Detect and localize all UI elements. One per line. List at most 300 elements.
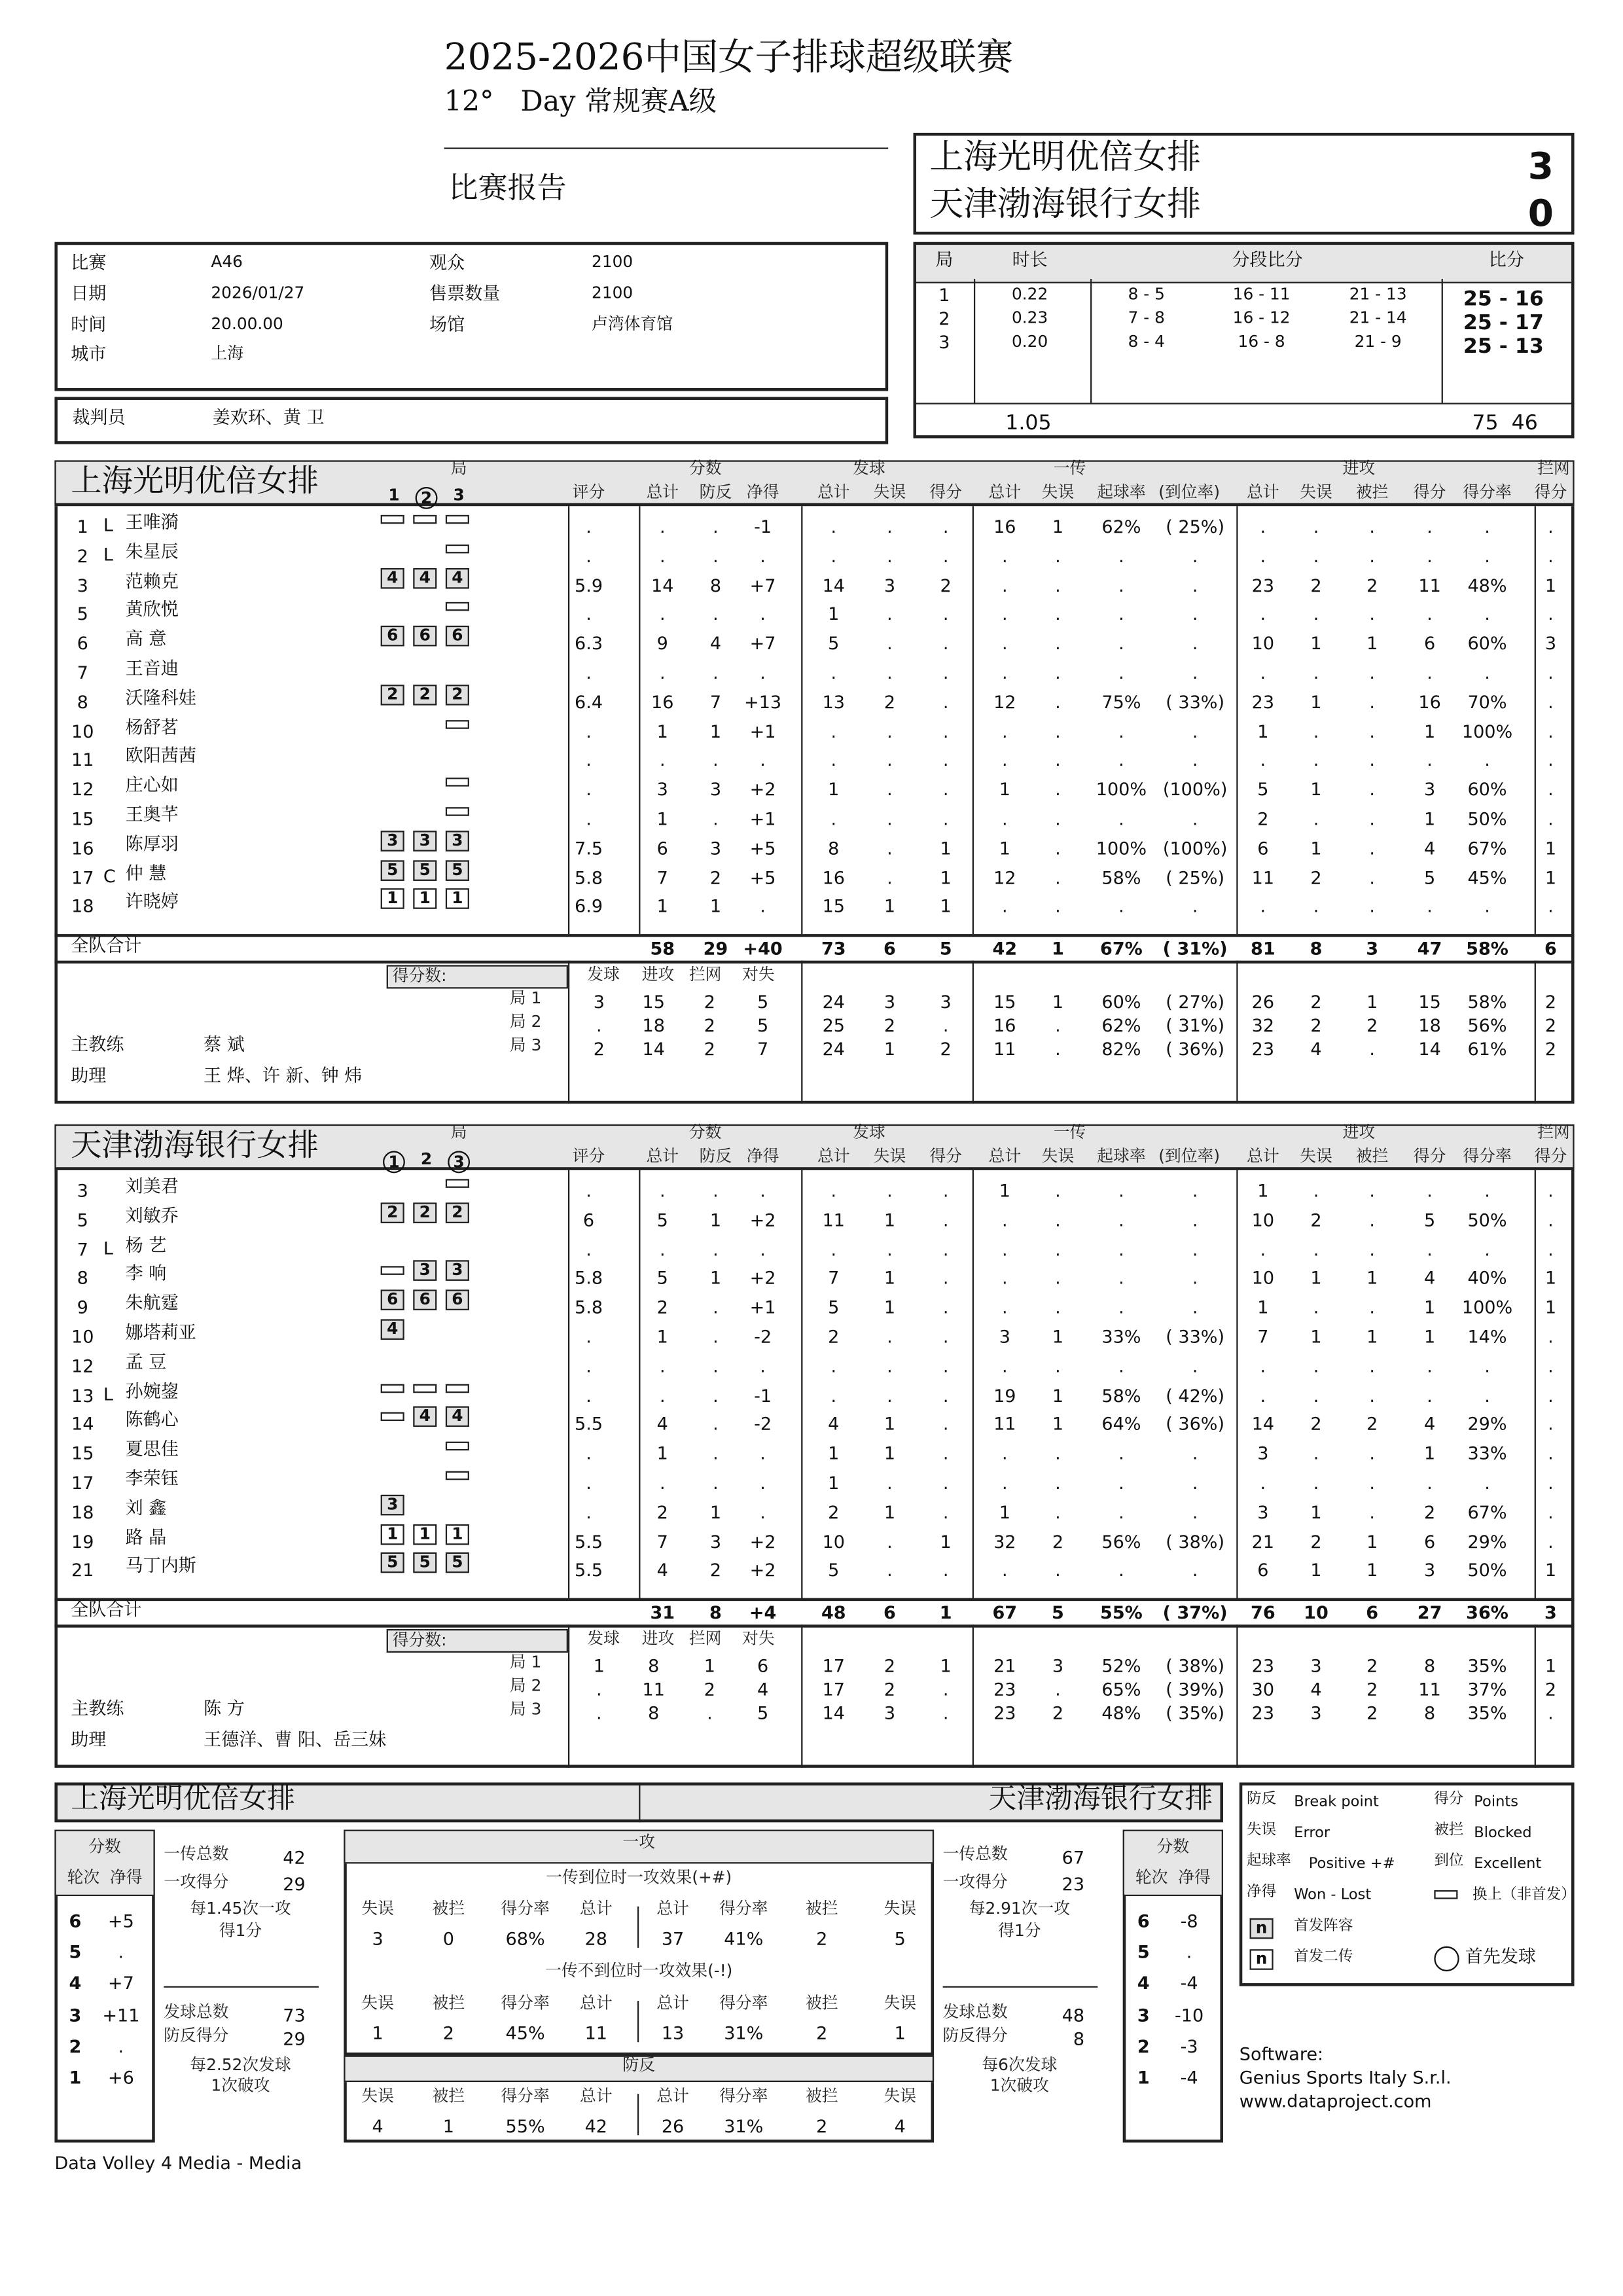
- player-stat: 1: [1366, 1326, 1378, 1348]
- player-stat: .: [1369, 662, 1376, 683]
- team-total-stat: 6: [1366, 1602, 1379, 1623]
- summary-home-team: 上海光明优倍女排: [71, 1782, 295, 1816]
- column-group-header: 拦网: [1537, 1122, 1570, 1142]
- player-stat: 1: [999, 779, 1010, 800]
- player-stat: .: [1192, 1560, 1198, 1581]
- player-stat: .: [1484, 516, 1490, 537]
- divider-line: [943, 1986, 1098, 1988]
- player-stat: 48%: [1467, 575, 1507, 596]
- set-stat-value: 3: [1310, 1655, 1322, 1677]
- set-stat-value: 4: [1310, 1679, 1322, 1700]
- player-stat: .: [1369, 1443, 1376, 1464]
- break-point-title: 防反: [622, 2055, 655, 2075]
- player-stat: .: [1055, 1472, 1061, 1494]
- summary-column-header: 总计: [656, 2086, 689, 2106]
- referee-box: [54, 397, 888, 444]
- player-stat: 56%: [1101, 1531, 1141, 1552]
- set-stat-value: 2: [1310, 992, 1322, 1013]
- player-stat: 50%: [1467, 1560, 1507, 1581]
- player-stat: .: [1192, 750, 1198, 771]
- summary-value: 1: [894, 2022, 906, 2044]
- player-stat: .: [1484, 1385, 1490, 1406]
- reception-total-label: 一传总数: [942, 1844, 1008, 1864]
- player-stat: 1: [1423, 1297, 1436, 1318]
- starting-position-box: 6: [446, 626, 469, 647]
- summary-column-header: 被拦: [805, 2086, 838, 2106]
- player-stat: .: [1369, 1297, 1376, 1318]
- player-number: 7: [77, 662, 88, 683]
- player-stat: 2: [1310, 575, 1322, 596]
- summary-value: 2: [816, 2022, 828, 2044]
- set-stat-value: ( 39%): [1166, 1679, 1225, 1700]
- player-stat: .: [1313, 1443, 1319, 1464]
- player-stat: 5: [1423, 1210, 1436, 1230]
- player-stat: +1: [749, 1297, 776, 1318]
- column-header: 得分: [1413, 1146, 1446, 1166]
- rotation-number: 3: [69, 2004, 82, 2026]
- player-number: 3: [77, 575, 88, 596]
- set-stat-value: 23: [993, 1679, 1016, 1700]
- divider-line: [914, 403, 1575, 404]
- player-stat: .: [942, 1210, 949, 1230]
- player-stat: .: [1369, 1501, 1376, 1523]
- set-stat-value: ( 36%): [1166, 1039, 1225, 1060]
- player-stat: 8: [828, 838, 840, 859]
- player-stat: .: [887, 750, 893, 771]
- summary-value: 1: [442, 2115, 454, 2137]
- summary-value: 3: [372, 1928, 383, 1950]
- player-stat: .: [1118, 750, 1124, 771]
- column-header: 得分率: [1463, 1146, 1512, 1166]
- set-stat-value: 14: [1418, 1039, 1441, 1060]
- player-stat: 10: [1251, 1210, 1275, 1230]
- player-stat: 1: [1544, 1268, 1557, 1289]
- column-header: 失误: [873, 482, 906, 502]
- player-stat: .: [713, 516, 719, 537]
- column-group-header: 一传: [1053, 459, 1086, 478]
- set-table-header: 时长: [1012, 249, 1048, 270]
- player-stat: 11: [1251, 867, 1275, 888]
- player-stat: 14%: [1467, 1326, 1507, 1348]
- team-total-label: 全队合计: [71, 1599, 142, 1621]
- player-stat: .: [760, 1180, 766, 1202]
- player-stat: 67%: [1467, 838, 1507, 859]
- player-stat: +2: [749, 1560, 776, 1581]
- player-stat: .: [1313, 1238, 1319, 1260]
- legend-abbreviation: 被拦: [1434, 1822, 1464, 1839]
- set-points-value: 14: [642, 1039, 665, 1060]
- player-stat: 6: [1257, 1560, 1269, 1581]
- summary-column-header: 得分率: [501, 2086, 550, 2106]
- player-stat: .: [830, 1180, 837, 1202]
- divider-line: [1236, 506, 1238, 934]
- player-stat: .: [760, 1443, 766, 1464]
- player-name: 李 响: [125, 1263, 167, 1285]
- legend-abbreviation: 净得: [1247, 1884, 1277, 1901]
- player-stat: 100%: [1461, 721, 1513, 742]
- set-row-label: 局 3: [509, 1700, 542, 1719]
- set-stat-value: 2: [1544, 1679, 1557, 1700]
- team-total-stat: 58%: [1466, 938, 1508, 960]
- player-stat: 60%: [1467, 779, 1507, 800]
- set-table-header: 局: [935, 249, 954, 270]
- rotation-net-points: -3: [1180, 2036, 1198, 2057]
- player-stat: 1: [709, 1501, 722, 1523]
- set-stat-value: 15: [993, 992, 1016, 1013]
- player-stat: .: [942, 1355, 949, 1376]
- tickets-value: 2100: [592, 283, 633, 303]
- player-stat: .: [1055, 1297, 1061, 1318]
- starting-position-box: 3: [413, 831, 437, 852]
- legend-text: Break point: [1294, 1794, 1379, 1811]
- player-stat: 1: [1052, 1414, 1064, 1435]
- player-stat: .: [1484, 896, 1490, 917]
- serve-total-label: 发球总数: [942, 2002, 1008, 2022]
- player-stat: .: [1313, 516, 1319, 537]
- team-total-stat: 6: [883, 1602, 896, 1623]
- player-stat: 1: [1052, 1326, 1064, 1348]
- set-row-label: 局 2: [509, 1012, 542, 1031]
- player-stat: .: [830, 808, 837, 830]
- player-stat: .: [942, 1560, 949, 1581]
- team-total-stat: 3: [1544, 1602, 1557, 1623]
- player-stat: .: [659, 516, 666, 537]
- player-stat: .: [887, 808, 893, 830]
- rotation-net-points: +7: [107, 1973, 134, 1994]
- starting-position-box: 2: [446, 1202, 469, 1223]
- time-value: 20.00.00: [211, 314, 283, 334]
- sideout-rate-suffix: 得1分: [219, 1921, 262, 1941]
- column-header: 起球率: [1097, 482, 1146, 502]
- starting-position-box: 1: [446, 889, 469, 910]
- player-stat: 16: [1418, 691, 1441, 713]
- player-stat: .: [1548, 1531, 1554, 1552]
- player-stat: 1: [883, 896, 896, 917]
- player-stat: 3: [709, 779, 722, 800]
- player-stat: 3: [656, 779, 668, 800]
- player-stat: .: [942, 750, 949, 771]
- player-stat: 6.4: [575, 691, 603, 713]
- player-name: 孟 豆: [125, 1351, 167, 1372]
- team-total-stat: 42: [992, 938, 1018, 960]
- player-stat: 1: [1310, 691, 1322, 713]
- player-name: 杨 艺: [125, 1234, 167, 1255]
- substitution-icon: [446, 603, 469, 612]
- player-stat: .: [830, 662, 837, 683]
- set-table-header: 分段比分: [1232, 249, 1303, 270]
- summary-column-header: 被拦: [432, 1899, 465, 1918]
- player-stat: 1: [940, 1531, 952, 1552]
- set-stat-value: 4: [1310, 1039, 1322, 1060]
- divider-line: [639, 506, 640, 934]
- set-points-value: 1: [704, 1655, 716, 1677]
- player-number: 16: [71, 838, 94, 859]
- team-total-stat: +4: [749, 1602, 777, 1623]
- player-stat: .: [713, 603, 719, 625]
- player-name: 刘敏乔: [125, 1205, 179, 1227]
- rotation-columns-label: 轮次 净得: [67, 1868, 143, 1888]
- player-stat: 2: [1052, 1531, 1064, 1552]
- player-stat: .: [1001, 545, 1008, 567]
- player-stat: 2: [709, 867, 722, 888]
- player-name: 刘 鑫: [125, 1497, 167, 1518]
- player-stat: .: [942, 1385, 949, 1406]
- player-stat: 1: [1052, 1385, 1064, 1406]
- player-stat: 1: [656, 1326, 668, 1348]
- player-stat: .: [1192, 1443, 1198, 1464]
- home-team-name: 上海光明优倍女排: [929, 138, 1202, 177]
- player-stat: .: [713, 1238, 719, 1260]
- player-stat: .: [1118, 1297, 1124, 1318]
- rotation-number: 5: [1137, 1942, 1150, 1963]
- player-stat: .: [586, 1355, 592, 1376]
- player-stat: +2: [749, 1210, 776, 1230]
- set-points-value: 4: [757, 1679, 769, 1700]
- set-row-label: 局 2: [509, 1676, 542, 1696]
- player-name: 娜塔莉亚: [125, 1322, 196, 1343]
- set-stat-value: 1: [1544, 1655, 1557, 1677]
- player-stat: .: [887, 603, 893, 625]
- player-stat: .: [1001, 1560, 1008, 1581]
- player-name: 朱星辰: [125, 541, 179, 562]
- team-total-stat: +40: [743, 938, 783, 960]
- substitution-icon: [446, 1384, 469, 1393]
- player-stat: 3: [709, 1531, 722, 1552]
- player-stat: 1: [828, 1443, 840, 1464]
- player-stat: .: [1118, 1180, 1124, 1202]
- points-column-header: 拦网: [688, 1628, 722, 1649]
- report-subtitle: 12° Day 常规赛A级: [444, 85, 717, 118]
- serve-total: 48: [1061, 2005, 1085, 2026]
- set-column-label: 局: [450, 459, 467, 478]
- player-stat: .: [1260, 1472, 1266, 1494]
- column-header: 总计: [988, 482, 1022, 502]
- player-stat: 1: [999, 1180, 1010, 1202]
- player-stat: .: [887, 516, 893, 537]
- player-stat: 1: [883, 1210, 896, 1230]
- player-stat: .: [1055, 721, 1061, 742]
- player-name: 路 晶: [125, 1526, 167, 1548]
- player-stat: .: [586, 779, 592, 800]
- player-stat: .: [1484, 545, 1490, 567]
- player-stat: .: [887, 1180, 893, 1202]
- player-number: 7: [77, 1238, 88, 1260]
- divider-line: [637, 1907, 639, 1948]
- player-stat: .: [586, 1326, 592, 1348]
- player-stat: .: [1001, 633, 1008, 655]
- player-stat: .: [887, 838, 893, 859]
- negative-reception-title: 一传不到位时一攻效果(-!): [545, 1961, 733, 1981]
- home-sets-won: 3: [1527, 144, 1554, 188]
- starting-position-box: 2: [446, 685, 469, 706]
- set-stat-value: 52%: [1101, 1655, 1141, 1677]
- substitution-icon: [381, 1266, 404, 1276]
- away-sets-won: 0: [1527, 192, 1554, 235]
- player-stat: 1: [709, 721, 722, 742]
- software-url: www.dataproject.com: [1239, 2090, 1432, 2112]
- player-stat: 12: [993, 867, 1016, 888]
- summary-column-header: 总计: [580, 2086, 613, 2106]
- column-header: 总计: [646, 1146, 679, 1166]
- team-total-stat: 31: [650, 1602, 675, 1623]
- summary-column-header: 被拦: [432, 2086, 465, 2106]
- player-stat: 1: [828, 779, 840, 800]
- player-stat: .: [1548, 808, 1554, 830]
- summary-value: 31%: [724, 2115, 764, 2137]
- player-stat: .: [1001, 662, 1008, 683]
- player-stat: .: [1369, 808, 1376, 830]
- column-header: 得分率: [1463, 482, 1512, 502]
- player-stat: .: [1260, 1385, 1266, 1406]
- match-info-box: [54, 242, 888, 391]
- player-stat: .: [1548, 779, 1554, 800]
- player-stat: .: [1055, 1268, 1061, 1289]
- player-stat: 1: [1423, 721, 1436, 742]
- player-name: 陈鹤心: [125, 1409, 179, 1431]
- player-stat: 6.9: [575, 896, 603, 917]
- team-total-stat: 8: [709, 1602, 722, 1623]
- player-stat: 4: [656, 1414, 668, 1435]
- player-name: 王音迪: [125, 658, 179, 679]
- column-header: 得分: [1534, 482, 1567, 502]
- set-final-score: 25 - 13: [1463, 334, 1544, 359]
- player-stat: 3: [999, 1326, 1010, 1348]
- substitution-icon: [446, 544, 469, 553]
- player-stat: 33%: [1467, 1443, 1507, 1464]
- player-stat: .: [1369, 721, 1376, 742]
- legend-text: Points: [1474, 1794, 1518, 1811]
- set-mark: 3: [453, 485, 465, 505]
- player-stat: .: [887, 1560, 893, 1581]
- player-stat: .: [1548, 1472, 1554, 1494]
- set-stat-value: ( 35%): [1166, 1702, 1225, 1724]
- player-stat: .: [1260, 1238, 1266, 1260]
- rotation-net-points: -10: [1175, 2004, 1204, 2026]
- set-stat-value: 2: [1310, 1015, 1322, 1036]
- referee-label: 裁判员: [72, 407, 126, 428]
- player-name: 李荣钰: [125, 1468, 179, 1489]
- summary-column-header: 失误: [883, 2086, 917, 2106]
- set-row-label: 局 1: [509, 1653, 542, 1672]
- summary-value: 45%: [505, 2022, 545, 2044]
- coach-label: 主教练: [71, 1034, 124, 1055]
- set-partial-score: 8 - 4: [1128, 332, 1165, 351]
- set-points-value: 5: [757, 1015, 769, 1036]
- rotation-net-points: -8: [1180, 1910, 1198, 1932]
- player-stat: .: [659, 662, 666, 683]
- divider-line: [974, 279, 975, 403]
- divider-line: [54, 1624, 1574, 1628]
- player-name: 沃隆科娃: [125, 687, 196, 708]
- set-stat-value: .: [1369, 1039, 1376, 1060]
- player-stat: .: [760, 1501, 766, 1523]
- substitution-icon: [446, 1179, 469, 1188]
- player-stat: 2: [656, 1297, 668, 1318]
- rotation-net-points: -4: [1180, 1973, 1198, 1994]
- rotation-number: 6: [69, 1910, 82, 1932]
- summary-value: 2: [816, 1928, 828, 1950]
- rotation-number: 4: [69, 1973, 82, 1994]
- player-stat: 4: [656, 1560, 668, 1581]
- summary-value: 37: [661, 1928, 685, 1950]
- player-stat: 1: [1366, 1268, 1378, 1289]
- player-stat: .: [1427, 603, 1433, 625]
- referees: 姜欢环、黄 卫: [212, 407, 325, 428]
- divider-line: [1090, 279, 1092, 403]
- player-stat: 2: [828, 1501, 840, 1523]
- player-role: L: [103, 544, 113, 565]
- set-number: 2: [938, 308, 950, 329]
- set-partial-score: 16 - 12: [1232, 308, 1291, 328]
- starting-position-box: 1: [381, 889, 404, 910]
- divider-line: [1442, 279, 1443, 403]
- player-stat: .: [887, 1531, 893, 1552]
- player-stat: .: [586, 1472, 592, 1494]
- starting-position-box: 3: [381, 1494, 404, 1515]
- player-stat: .: [942, 721, 949, 742]
- set-points-value: 2: [593, 1039, 605, 1060]
- set-stat-value: 8: [1423, 1702, 1436, 1724]
- player-number: 17: [71, 1472, 94, 1494]
- starting-position-box: 4: [413, 1407, 437, 1427]
- player-stat: 14: [651, 575, 674, 596]
- player-stat: .: [1260, 1355, 1266, 1376]
- points-column-header: 进攻: [641, 1628, 675, 1649]
- summary-value: 0: [442, 1928, 454, 1950]
- player-name: 黄欣悦: [125, 600, 179, 620]
- set-stat-value: 56%: [1467, 1015, 1507, 1036]
- player-stat: 3: [883, 575, 896, 596]
- set-points-value: 1: [593, 1655, 605, 1677]
- sideout-rate: 每1.45次一攻: [190, 1899, 291, 1918]
- team-total-stat: 81: [1251, 938, 1275, 960]
- divider-line: [164, 1986, 319, 1988]
- player-stat: .: [760, 662, 766, 683]
- player-stat: .: [1192, 603, 1198, 625]
- column-header: 起球率: [1097, 1146, 1146, 1166]
- venue-label: 场馆: [429, 314, 465, 335]
- divider-line: [972, 1170, 974, 1598]
- player-stat: .: [830, 750, 837, 771]
- substitution-icon: [413, 515, 437, 524]
- player-stat: .: [1118, 575, 1124, 596]
- player-stat: 1: [1366, 1560, 1378, 1581]
- player-stat: .: [830, 516, 837, 537]
- set-points-value: .: [596, 1702, 602, 1724]
- divider-line: [54, 961, 1574, 964]
- player-stat: ( 33%): [1166, 1326, 1225, 1348]
- player-stat: 12: [993, 691, 1016, 713]
- break-rate: 每2.52次发球: [190, 2055, 291, 2075]
- player-stat: 15: [822, 896, 846, 917]
- player-name: 王唯漪: [125, 512, 179, 533]
- player-stat: .: [1548, 1180, 1554, 1202]
- player-stat: .: [659, 1385, 666, 1406]
- legend-text: Excellent: [1474, 1856, 1542, 1873]
- player-stat: 14: [822, 575, 846, 596]
- city-value: 上海: [211, 344, 243, 363]
- player-number: 11: [71, 750, 94, 771]
- player-stat: 10: [822, 1531, 846, 1552]
- player-stat: .: [942, 1297, 949, 1318]
- set-duration: 0.20: [1012, 332, 1048, 351]
- divider: [444, 147, 889, 149]
- summary-column-header: 得分率: [719, 1993, 768, 2013]
- player-stat: .: [1369, 691, 1376, 713]
- player-stat: .: [1313, 1472, 1319, 1494]
- substitution-icon: [1434, 1890, 1457, 1899]
- column-header: 得分: [929, 482, 962, 502]
